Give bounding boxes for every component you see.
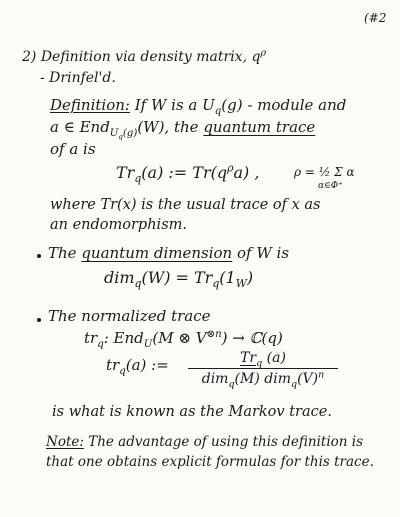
fraction-denominator [188, 369, 338, 390]
page-number: (#2 [364, 11, 387, 25]
normalized-map [84, 329, 283, 350]
qdim-formula [104, 268, 254, 291]
definition-line2-a: a ∈ End [50, 118, 110, 136]
map-sup: ⊗n [206, 329, 222, 340]
note-label: Note: [46, 434, 84, 450]
definition-line1-sub: q [214, 106, 222, 117]
map-sub: q [97, 339, 104, 350]
qdim-formula-sub: q [134, 277, 142, 291]
definition-label: Definition: [50, 96, 130, 114]
denom-sub: q [228, 378, 235, 390]
denom-mid: (M) dim [234, 371, 291, 387]
section-attribution: - Drinfel'd. [40, 70, 116, 86]
definition-line2-subsub: q [118, 133, 123, 142]
section-number: 2) [22, 49, 37, 65]
fraction-bar [188, 368, 338, 369]
denom-sup: n [318, 369, 325, 381]
definition-line1-b: (g) - module and [221, 96, 347, 114]
normalized-heading: The normalized trace [48, 307, 211, 325]
normalized-fraction [188, 350, 338, 390]
denom-end: (V) [297, 371, 319, 387]
def-lhs-sub: q [119, 366, 126, 377]
formula-rhs-sup: ρ [227, 161, 234, 175]
quantum-dimension-term: quantum dimension [81, 244, 233, 262]
numer-sub: q [256, 357, 263, 369]
qdim-text-a: The [48, 244, 77, 262]
map-d: ) → ℂ(q) [221, 329, 283, 347]
section-heading [22, 47, 267, 65]
map-c: (M ⊗ V [152, 329, 207, 347]
numer-tr: Tr [240, 350, 257, 366]
def-lhs: tr [106, 356, 120, 374]
formula-rhs-end: a) , [233, 163, 260, 182]
map-b: : End [103, 329, 144, 347]
qdim-formula-end: (1 [219, 268, 236, 287]
definition-line2-c: (W), the [137, 118, 199, 136]
where-line-1: where Tr(x) is the usual trace of x as [50, 197, 321, 213]
bullet-qdim [37, 254, 41, 258]
quantum-trace-formula [116, 161, 260, 186]
formula-rhs: (a) := Tr(q [141, 163, 228, 182]
definition-line1-a: If W is a U [134, 96, 215, 114]
section-title: Definition via density matrix, q [40, 49, 261, 65]
qdim-formula-sub3: W [235, 277, 247, 291]
note-text-1: The advantage of using this definition is [88, 434, 364, 450]
denom-a: dim [201, 371, 229, 387]
note-line-2: that one obtains explicit formulas for this trace. [46, 454, 374, 470]
normalized-def-lhs [106, 356, 169, 377]
map-a: tr [84, 329, 98, 347]
def-lhs-end: (a) := [125, 356, 169, 374]
bullet-normalized [37, 318, 41, 322]
rho-sum-range: α∈Φ⁺ [318, 181, 343, 191]
quantum-trace-term: quantum trace [203, 118, 316, 136]
definition-line-2 [50, 118, 316, 142]
qdim-formula-sub2: q [212, 277, 220, 291]
definition-line-1 [50, 96, 347, 117]
formula-lhs-sub: q [134, 172, 142, 186]
numer-end: (a) [262, 350, 286, 366]
definition-line2-sub: U [109, 128, 119, 139]
qdim-formula-mid: (W) = Tr [141, 268, 213, 287]
qdim-line [48, 246, 289, 261]
map-sub2: U [143, 339, 153, 350]
definition-line2-b: (g) [122, 128, 138, 139]
qdim-text-b: of W is [237, 244, 290, 262]
markov-trace-line: is what is known as the Markov trace. [52, 404, 332, 420]
qdim-formula-a: dim [104, 268, 135, 287]
formula-lhs: Tr [116, 163, 135, 182]
qdim-formula-close: ) [246, 268, 254, 287]
where-line-2: an endomorphism. [50, 217, 187, 233]
denom-sub2: q [290, 378, 298, 390]
fraction-numerator [188, 350, 338, 369]
definition-line-3: of a is [50, 140, 96, 158]
rho-definition: ρ = ½ Σ α [294, 165, 355, 179]
note-line-1 [46, 436, 363, 450]
section-title-sup: ρ [260, 47, 267, 59]
